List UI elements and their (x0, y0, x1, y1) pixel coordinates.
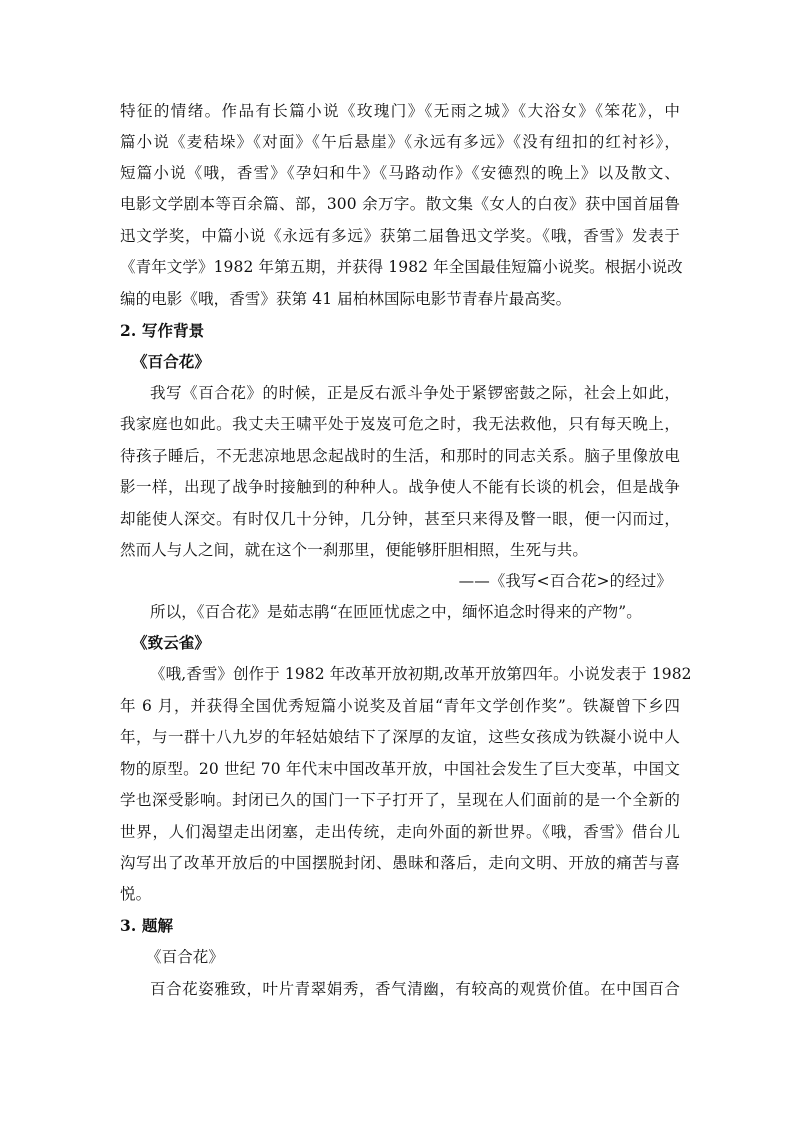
paragraph-line: 《哦,香雪》创作于 1982 年改革开放初期,改革开放第四年。小说发表于 1982 (150, 665, 692, 683)
quote-line: 影一样，出现了战争时接触到的种种人。战争使人不能有长谈的机会，但是战争 (120, 478, 680, 496)
quote-line: 却能使人深交。有时仅几十分钟，几分钟，甚至只来得及瞥一眼，便一闪而过， (120, 510, 680, 528)
paragraph-line: 学也深受影响。封闭已久的国门一下子打开了，呈现在人们面前的是一个全新的 (120, 791, 680, 809)
quote-line: 然而人与人之间，就在这个一刹那里，便能够肝胆相照，生死与共。 (120, 541, 589, 559)
paragraph-line: 迅文学奖，中篇小说《永远有多远》获第二届鲁迅文学奖。《哦，香雪》发表于 (120, 227, 680, 245)
section-heading-writing-background: 2. 写作背景 (120, 321, 205, 340)
paragraph-line: 电影文学剧本等百余篇、部，300 余万字。散文集《女人的白夜》获中国首届鲁 (120, 195, 680, 213)
paragraph-line: 悦。 (120, 885, 152, 903)
paragraph-line: 百合花姿雅致，叶片青翠娟秀，香气清幽，有较高的观赏价值。在中国百合 (150, 980, 680, 998)
paragraph-line: 《青年文学》1982 年第五期，并获得 1982 年全国最佳短篇小说奖。根据小说改 (120, 258, 683, 276)
paragraph-line: 沟写出了改革开放后的中国摆脱封闭、愚昧和落后，走向文明、开放的痛苦与喜 (120, 854, 680, 872)
paragraph-line: 所以，《百合花》是茹志鹃“在匝匝忧虑之中，缅怀追念时得来的产物”。 (150, 603, 642, 621)
paragraph-line: 短篇小说《哦，香雪》《孕妇和牛》《马路动作》《安德烈的晚上》以及散文、 (120, 164, 680, 182)
paragraph-line: 年，与一群十八九岁的年轻姑娘结下了深厚的友谊，这些女孩成为铁凝小说中人 (120, 728, 680, 746)
quote-line: 待孩子睡后，不无悲凉地思念起战时的生活，和那时的同志关系。脑子里像放电 (120, 447, 680, 465)
section-heading-title-explanation: 3. 题解 (120, 916, 174, 935)
subheading-zhiyunque: 《致云雀》 (132, 633, 211, 652)
subheading-baihehua: 《百合花》 (132, 352, 211, 371)
quote-line: 我写《百合花》的时候，正是反右派斗争处于紧锣密鼓之际，社会上如此， (150, 384, 680, 402)
subheading-baihehua-explanation: 《百合花》 (146, 948, 225, 966)
paragraph-line: 年 6 月，并获得全国优秀短篇小说奖及首届“青年文学创作奖”。铁凝曾下乡四 (120, 697, 680, 715)
paragraph-line: 篇小说《麦秸垛》《对面》《午后悬崖》《永远有多远》《没有纽扣的红衬衫》， (120, 133, 680, 151)
paragraph-line: 特征的情绪。作品有长篇小说《玫瑰门》《无雨之城》《大浴女》《笨花》，中 (120, 102, 680, 120)
quote-source: ——《我写<百合花>的经过》 (458, 572, 672, 590)
paragraph-line: 世界，人们渴望走出闭塞，走出传统，走向外面的新世界。《哦，香雪》借台儿 (120, 823, 680, 841)
paragraph-line: 物的原型。20 世纪 70 年代末中国改革开放，中国社会发生了巨大变革，中国文 (120, 760, 680, 778)
paragraph-line: 编的电影《哦，香雪》获第 41 届柏林国际电影节青春片最高奖。 (120, 290, 572, 308)
quote-line: 我家庭也如此。我丈夫王啸平处于岌岌可危之时，我无法救他，只有每天晚上， (120, 415, 680, 433)
